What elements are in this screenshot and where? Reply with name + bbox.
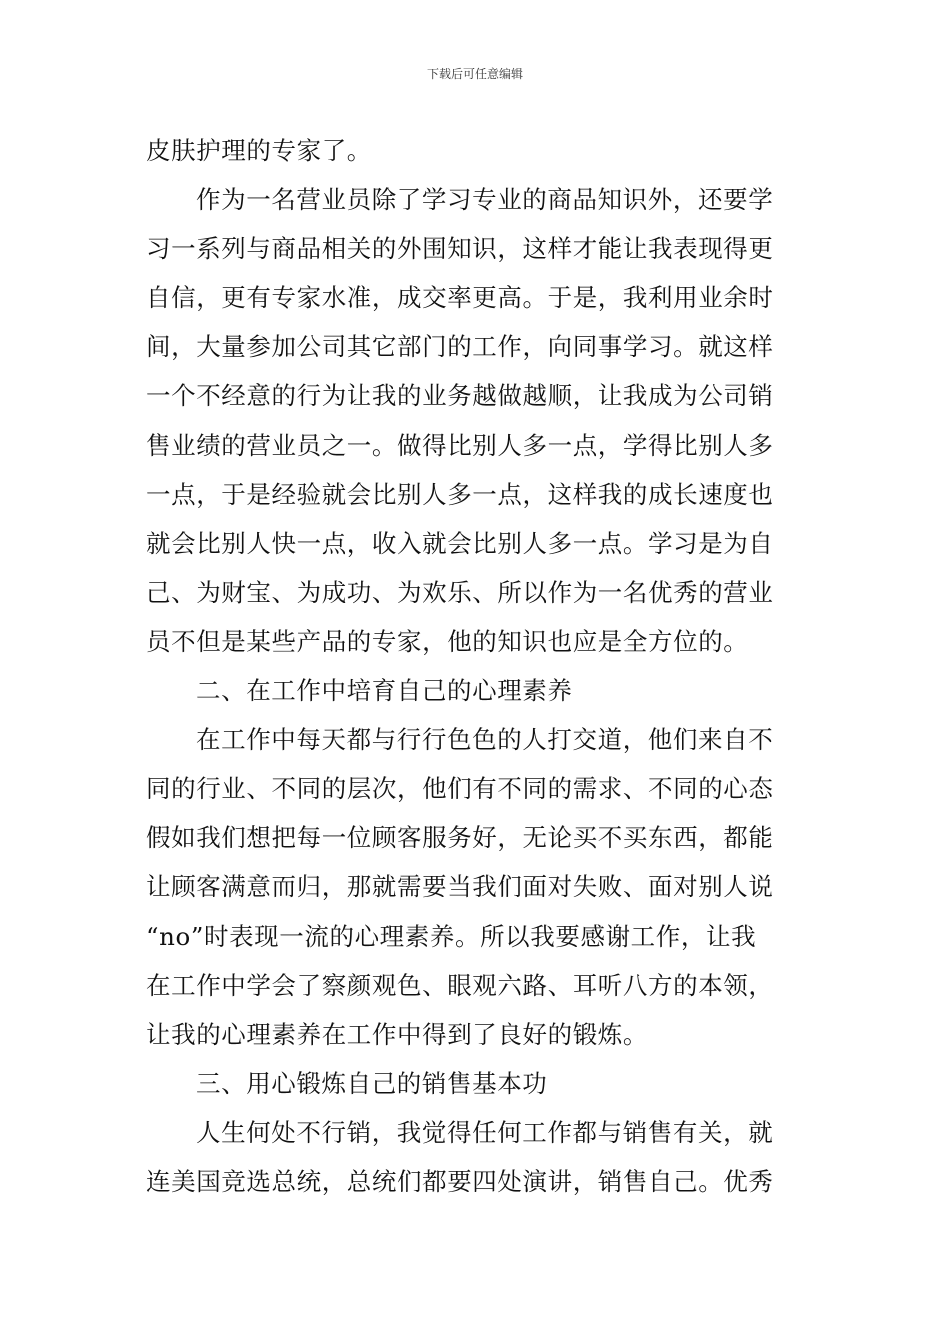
paragraph-start-line: 作为一名营业员除了学习专业的商品知识外，还要学 (196, 185, 774, 215)
text-line: 售业绩的营业员之一。做得比别人多一点，学得比别人多 (146, 430, 774, 460)
text-line: 一个不经意的行为让我的业务越做越顺，让我成为公司销 (146, 381, 774, 411)
text-line: 己、为财宝、为成功、为欢乐、所以作为一名优秀的营业 (146, 577, 774, 607)
text-line: 让顾客满意而归，那就需要当我们面对失败、面对别人说 (146, 872, 774, 902)
text-line: “no”时表现一流的心理素养。所以我要感谢工作，让我 (146, 921, 757, 951)
text-line: 连美国竞选总统，总统们都要四处演讲，销售自己。优秀 (146, 1166, 774, 1196)
text-line: 习一系列与商品相关的外围知识，这样才能让我表现得更 (146, 234, 774, 264)
text-line: 就会比别人快一点，收入就会比别人多一点。学习是为自 (146, 528, 774, 558)
text-line: 皮肤护理的专家了。 (146, 136, 372, 165)
text-line: 在工作中学会了察颜观色、眼观六路、耳听八方的本领， (146, 970, 774, 1000)
page-header: 下载后可任意编辑 (426, 67, 523, 81)
text-line: 让我的心理素养在工作中得到了良好的锻炼。 (146, 1019, 648, 1049)
text-line: 一点，于是经验就会比别人多一点，这样我的成长速度也 (146, 479, 774, 509)
text-line: 同的行业、不同的层次，他们有不同的需求、不同的心态 (146, 774, 774, 804)
text-line: 假如我们想把每一位顾客服务好，无论买不买东西，都能 (146, 823, 774, 853)
section-heading: 三、用心锻炼自己的销售基本功 (196, 1068, 548, 1098)
body-text (146, 126, 808, 1206)
paragraph-start-line: 在工作中每天都与行行色色的人打交道，他们来自不 (196, 725, 774, 755)
text-line: 员不但是某些产品的专家，他的知识也应是全方位的。 (146, 626, 749, 656)
paragraph-start-line: 人生何处不行销，我觉得任何工作都与销售有关，就 (196, 1117, 774, 1147)
text-line: 自信，更有专家水准，成交率更高。于是，我利用业余时 (146, 283, 774, 313)
text-line: 间，大量参加公司其它部门的工作，向同事学习。就这样 (146, 332, 774, 362)
section-heading: 二、在工作中培育自己的心理素养 (196, 676, 573, 706)
